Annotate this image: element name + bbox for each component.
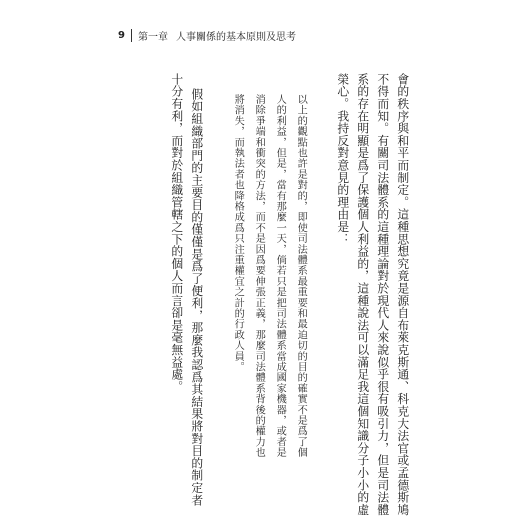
quote-line-3: 消除爭端和衝突的方法，而不是因爲要伸張正義，那麼司法體系背後的權力也 bbox=[253, 94, 265, 458]
running-header bbox=[118, 28, 296, 43]
paragraph-1-line-1: 會的秩序與和平而制定。這種思想究竟是源自布萊克斯通、科克大法官或孟德斯鳩 bbox=[395, 73, 410, 516]
paragraph-1-line-4: 榮心。我持反對意見的理由是： bbox=[335, 73, 350, 246]
paragraph-1-line-3: 系的存在明顯是爲了保護個人利益的，這種說法可以滿足我這個知識分子小小的虛 bbox=[355, 73, 370, 516]
quote-line-4: 將消失，而執法者也降格成爲只注重權宜之計的行政人員。 bbox=[232, 94, 244, 373]
page-number: 9 bbox=[118, 30, 125, 41]
chapter-label: 第一章 bbox=[137, 32, 168, 43]
header-divider bbox=[131, 29, 132, 42]
paragraph-2-line-1: 假如組織部門的主要目的僅僅是爲了便利，那麼我認爲其結果將對目的制定者 bbox=[189, 88, 204, 507]
quote-line-1: 以上的觀點也許是對的，即使司法體系最重要和最迫切的目的確實不是爲了個 bbox=[295, 94, 307, 458]
chapter-title: 人事關係的基本原則及思考 bbox=[175, 32, 296, 43]
quote-line-2: 人的利益，但是，當有那麼一天，倘若只是把司法體系當成國家機器，或者是 bbox=[274, 94, 286, 458]
paragraph-1-line-2: 不得而知。有關司法體系的這種理論對於現代人來說似乎很有吸引力，但是司法體 bbox=[375, 73, 390, 516]
paragraph-2-line-2: 十分有利，而對於組織管轄之下的個人而言卻是毫無益處。 bbox=[169, 73, 184, 393]
